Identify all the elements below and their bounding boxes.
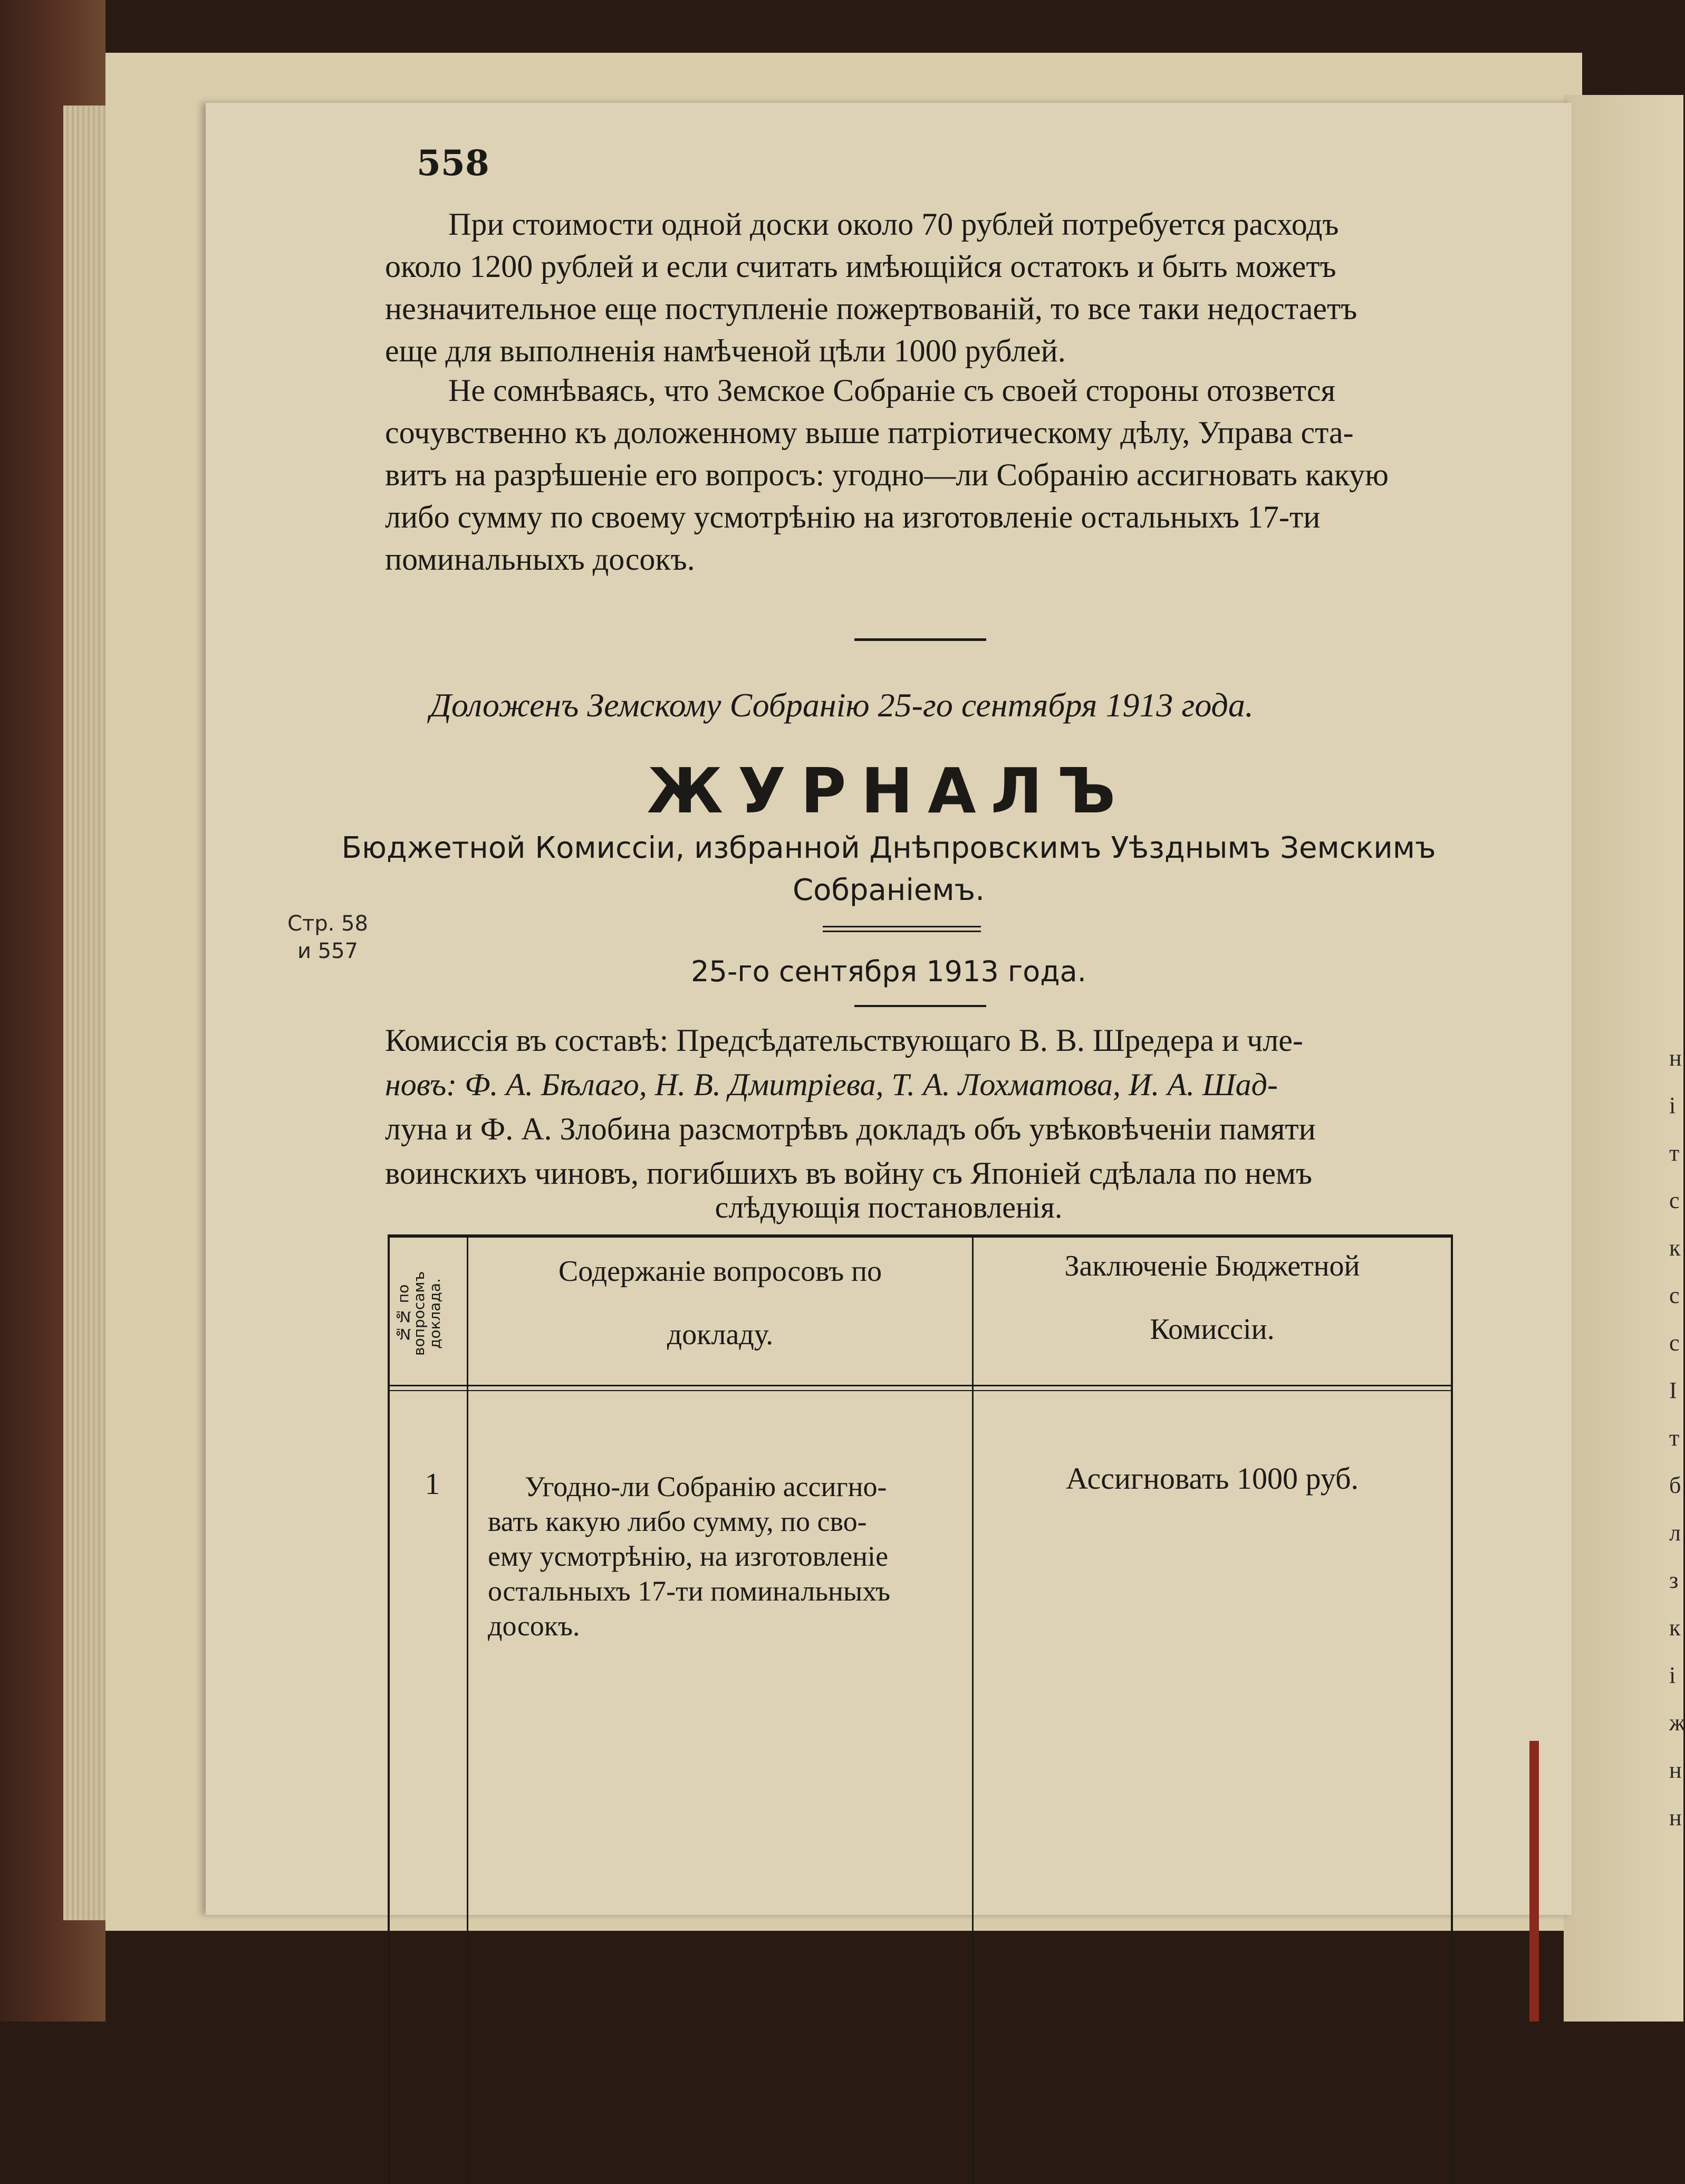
facing-page-fragment: н [1669,1757,1682,1783]
table-header-rule-thin [388,1390,1453,1391]
facing-page-fragment: т [1669,1425,1680,1451]
paragraph-line: воинскихъ чиновъ, погибшихъ въ войну съ Японіей сдѣлала по немъ [385,1156,1312,1191]
row-question-line: досокъ. [488,1610,580,1642]
table-column-divider [467,1234,468,2184]
facing-page-fragment: с [1669,1187,1680,1213]
paragraph-line: При стоимости одной доски около 70 рублей потребуется расходъ [448,207,1339,242]
column-header-question: докладу. [667,1318,774,1351]
facing-page-fragment: і [1669,1093,1676,1118]
double-rule-top [823,926,981,927]
facing-page-fragment: к [1669,1235,1681,1261]
meeting-date: 25-го сентября 1913 года. [691,955,1086,988]
column-header-conclusion: Заключеніе Бюджетной [1064,1250,1360,1282]
facing-page-fragment: з [1669,1567,1679,1593]
paragraph-line: сочувственно къ доложенному выше патріотическому дѣлу, Управа ста- [385,415,1354,450]
facing-page-fragment: ж [1669,1710,1685,1736]
paragraph-line: либо сумму по своему усмотрѣнію на изготовленіе остальныхъ 17-ти [385,500,1321,534]
facing-page [1564,95,1683,2022]
table-right-border [1451,1234,1453,2184]
margin-reference-line: и 557 [297,939,358,963]
paragraph-line: около 1200 рублей и если считать имѣющійся остатокъ и быть можетъ [385,249,1336,284]
row-conclusion: Ассигновать 1000 руб. [1066,1461,1359,1496]
facing-page-fragment: і [1669,1662,1676,1688]
bookmark-ribbon [1529,1741,1539,2022]
paragraph-line: еще для выполненія намѣченой цѣли 1000 рублей. [385,333,1066,368]
presented-note: Доложенъ Земскому Собранію 25-го сентября 1913 года. [430,686,1254,724]
facing-page-fragment: I [1669,1377,1677,1403]
row-question-line: ему усмотрѣнію, на изготовленіе [488,1540,889,1572]
commission-last-line: слѣдующія постановленія. [715,1190,1063,1224]
facing-page-fragment: б [1669,1472,1681,1498]
paragraph-request [385,369,1450,580]
double-rule-bottom [823,931,981,932]
facing-page-fragment: т [1669,1140,1680,1166]
row-question-line: остальныхъ 17-ти поминальныхъ [488,1575,891,1607]
facing-page-fragment: к [1669,1615,1681,1641]
facing-page-fragment: н [1669,1805,1682,1831]
facing-page-fragment: л [1669,1520,1681,1546]
facing-page-fragment: н [1669,1045,1682,1071]
row-question-line: вать какую либо сумму, по сво- [488,1506,867,1537]
decisions-table [388,1234,1453,2184]
table-top-rule [388,1234,1453,1238]
row-question-line: Угодно-ли Собранію ассигно- [525,1471,887,1502]
paragraph-line: незначительное еще поступленіе пожертвованій, то все таки недостаетъ [385,291,1357,326]
page-number: 558 [417,142,489,184]
paragraph-line: новъ: Ф. А. Бѣлаго, Н. В. Дмитріева, Т. А. Лохматова, И. А. Шад- [385,1067,1278,1102]
column-header-conclusion: Комиссіи. [1150,1313,1275,1346]
facing-page-fragment: с [1669,1330,1680,1356]
paragraph-line: луна и Ф. А. Злобина разсмотрѣвъ докладъ объ увѣковѣченіи памяти [385,1112,1316,1146]
table-column-divider [972,1234,974,2184]
row-question [488,1469,957,1643]
paragraph-line: Не сомнѣваясь, что Земское Собраніе съ своей стороны отозвется [448,373,1336,408]
date-divider [854,1005,986,1007]
section-divider [854,638,986,641]
paragraph-cost [385,203,1450,372]
paragraph-line: Комиссія въ составѣ: Предсѣдательствующаго В. В. Шредера и чле- [385,1023,1303,1058]
journal-subtitle-line1: Бюджетной Комиссіи, избранной Днѣпровскимъ Уѣзднымъ Земскимъ [341,831,1436,865]
column-header-question: Содержаніе вопросовъ по [558,1255,882,1288]
table-left-border [388,1234,390,2184]
paragraph-line: поминальныхъ досокъ. [385,542,695,577]
margin-reference-line: Стр. 58 [287,912,368,936]
commission-paragraph [385,1018,1450,1195]
facing-page-fragment: с [1669,1282,1680,1308]
row-number: 1 [425,1467,440,1501]
column-header-number: №№ по вопросамъ доклада. [394,1271,444,1356]
journal-subtitle-line2: Собраніемъ. [793,873,985,907]
journal-title: ЖУРНАЛЪ [647,754,1131,827]
paragraph-line: витъ на разрѣшеніе его вопросъ: угодно—ли Собранію ассигновать какую [385,457,1389,492]
table-header-rule [388,1385,1453,1386]
